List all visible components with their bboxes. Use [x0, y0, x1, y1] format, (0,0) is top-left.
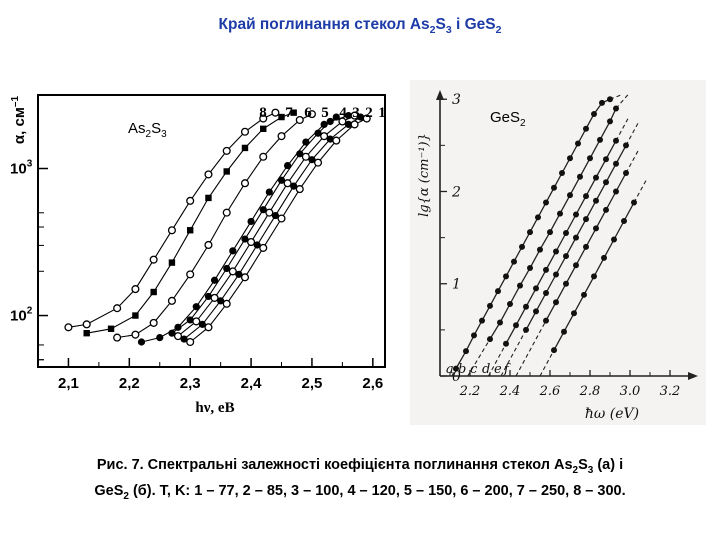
curve-label-d: d — [482, 362, 491, 377]
data-point-7 — [224, 168, 230, 174]
y-axis-label-a: α, $см^{-1}$ — [10, 95, 28, 145]
data-point-a — [511, 259, 517, 265]
data-point-a — [607, 96, 613, 102]
data-point-1 — [351, 121, 358, 128]
data-point-f — [561, 329, 567, 335]
data-point-7 — [278, 114, 284, 120]
data-point-f — [571, 310, 577, 316]
data-point-d — [603, 179, 609, 185]
data-point-c — [513, 322, 519, 328]
x-tick-label-b: 2.8 — [579, 384, 601, 399]
data-point-6 — [296, 117, 303, 124]
data-point-a — [519, 244, 525, 250]
data-point-a — [463, 348, 469, 354]
y-tick-label-b: 0 — [452, 369, 461, 385]
data-point-c — [603, 156, 609, 162]
data-point-a — [503, 273, 509, 279]
data-point-7 — [108, 326, 114, 332]
data-point-f — [611, 236, 617, 242]
data-point-c — [543, 267, 549, 273]
data-point-8 — [114, 305, 121, 312]
data-point-8 — [132, 286, 139, 293]
data-point-d — [573, 235, 579, 241]
data-point-a — [543, 200, 549, 206]
x-tick-label-b: 2.4 — [499, 384, 521, 399]
x-tick-label-a: 2,1 — [58, 375, 79, 392]
y-tick-label-b: 1 — [452, 276, 461, 293]
data-point-6 — [132, 331, 139, 338]
data-point-6 — [169, 297, 176, 304]
chart-panel-ges2 — [410, 80, 706, 425]
data-point-d — [593, 198, 599, 204]
data-point-a — [583, 126, 589, 132]
data-point-5 — [266, 188, 273, 195]
data-point-c — [563, 230, 569, 236]
data-point-a — [495, 288, 501, 294]
data-point-1 — [333, 137, 340, 144]
data-point-3 — [302, 153, 309, 160]
data-point-3 — [266, 209, 273, 216]
data-point-e — [603, 207, 609, 213]
data-point-8 — [169, 227, 176, 234]
data-point-b — [547, 229, 553, 235]
data-point-a — [575, 141, 581, 147]
chart-panel-as2s3 — [10, 95, 386, 416]
data-point-c — [573, 212, 579, 218]
data-point-6 — [223, 209, 230, 216]
data-point-d — [623, 142, 629, 148]
data-point-6 — [205, 242, 212, 249]
curve-label-a: a — [446, 362, 454, 377]
data-point-a — [527, 229, 533, 235]
data-point-5 — [229, 247, 236, 254]
data-point-6 — [187, 271, 194, 278]
data-point-e — [553, 299, 559, 305]
data-point-3 — [284, 180, 291, 187]
data-point-7 — [150, 289, 156, 295]
data-point-d — [613, 161, 619, 167]
data-point-3 — [229, 268, 236, 275]
panel-label-as2s3: $As_2S_3$ — [128, 120, 167, 140]
data-point-3 — [175, 333, 182, 340]
data-point-8 — [223, 147, 230, 154]
data-point-f — [581, 292, 587, 298]
data-point-8 — [65, 324, 72, 331]
data-point-c — [583, 193, 589, 199]
curve-label-3: 3 — [352, 105, 360, 121]
data-point-c — [593, 175, 599, 181]
data-point-a — [487, 303, 493, 309]
data-point-b — [537, 247, 543, 253]
data-point-a — [551, 185, 557, 191]
data-point-8 — [150, 256, 157, 263]
data-point-1 — [315, 159, 322, 166]
data-point-d — [563, 253, 569, 259]
data-point-b — [507, 301, 513, 307]
data-point-e — [593, 225, 599, 231]
data-point-c — [553, 248, 559, 254]
x-tick-label-b: 2.6 — [539, 384, 561, 399]
data-point-6 — [114, 334, 121, 341]
data-point-a — [479, 318, 485, 324]
data-point-6 — [278, 133, 285, 140]
data-point-b — [527, 265, 533, 271]
data-point-b — [487, 336, 493, 342]
data-point-7 — [169, 259, 175, 265]
curve-label-6: 6 — [304, 105, 312, 121]
data-point-5 — [138, 338, 145, 345]
x-tick-label-b: 3.0 — [619, 384, 641, 399]
data-point-7 — [84, 330, 90, 336]
data-point-a — [535, 214, 541, 220]
data-point-1 — [278, 215, 285, 222]
data-point-1 — [296, 186, 303, 193]
data-point-7 — [260, 126, 266, 132]
x-tick-label-b: 2.2 — [459, 384, 481, 399]
data-point-1 — [223, 300, 230, 307]
x-tick-label-a: 2,3 — [179, 375, 201, 392]
y-tick-label-b: 3 — [452, 92, 461, 109]
data-point-8 — [83, 321, 90, 328]
data-point-7 — [205, 195, 211, 201]
data-point-b — [517, 283, 523, 289]
panel-label-ges2: GeS$_2$ — [490, 109, 526, 129]
data-point-c — [613, 138, 619, 144]
data-point-d — [543, 290, 549, 296]
data-point-b — [577, 174, 583, 180]
data-point-6 — [260, 153, 267, 160]
data-point-e — [623, 170, 629, 176]
data-point-b — [597, 137, 603, 143]
data-point-f — [601, 255, 607, 261]
data-point-1 — [260, 245, 267, 252]
data-point-5 — [156, 334, 163, 341]
data-point-e — [563, 281, 569, 287]
curve-label-1: 1 — [378, 105, 386, 121]
data-point-8 — [205, 171, 212, 178]
data-point-1 — [187, 339, 194, 346]
y-tick-label-b: 2 — [452, 184, 461, 201]
curve-label-8: 8 — [259, 105, 267, 121]
data-point-d — [553, 272, 559, 278]
y-axis-label-b: lg{α (cm⁻¹)} — [417, 133, 432, 217]
curve-label-7: 7 — [285, 105, 293, 121]
x-tick-label-a: 2,6 — [362, 375, 384, 392]
data-point-d — [523, 327, 529, 333]
data-point-7 — [132, 312, 138, 318]
x-tick-label-b: 3.2 — [659, 384, 681, 399]
slide-title: Край поглинання стекол $As_2S_3$ і GeS$_2$ — [218, 16, 502, 37]
figure-caption: Рис. 7. Спектральні залежності коефіцієнта поглинання стекол $As_2S_3$ (а) і GeS$_2$ (б). T, K: 1 – 77, 2 – 85, 3 – 100, 4 – 120, 5 – 150, 6 – 200, 7 – 250, 8 – 300. — [94, 457, 626, 502]
data-point-a — [591, 111, 597, 117]
data-point-3 — [211, 294, 218, 301]
data-point-e — [573, 262, 579, 268]
data-point-b — [497, 319, 503, 325]
data-point-6 — [242, 180, 249, 187]
data-point-e — [543, 318, 549, 324]
x-axis-label-b: ħω (eV) — [584, 406, 640, 422]
y-tick-label-a: $10^3$ — [10, 158, 33, 178]
data-point-f — [631, 200, 637, 206]
data-point-b — [567, 192, 573, 198]
data-point-c — [523, 304, 529, 310]
curve-label-e: e — [494, 362, 502, 377]
data-point-1 — [205, 324, 212, 331]
curve-label-c: c — [470, 362, 478, 377]
data-point-b — [613, 105, 619, 111]
data-point-e — [583, 244, 589, 250]
curve-label-f: f — [504, 362, 509, 377]
data-point-d — [583, 216, 589, 222]
data-point-a — [599, 100, 605, 106]
data-point-7 — [242, 145, 248, 151]
data-point-1 — [242, 274, 249, 281]
data-point-f — [621, 218, 627, 224]
x-axis-label-a: hν, eB — [195, 400, 235, 416]
data-point-e — [613, 188, 619, 194]
data-point-b — [557, 211, 563, 217]
data-point-7 — [187, 227, 193, 233]
data-point-3 — [248, 239, 255, 246]
data-point-f — [591, 273, 597, 279]
curve-label-b: b — [458, 362, 467, 377]
data-point-8 — [272, 109, 279, 116]
curve-label-4: 4 — [339, 105, 347, 121]
data-point-6 — [150, 319, 157, 326]
x-tick-label-a: 2,5 — [301, 375, 323, 392]
data-point-5 — [247, 218, 254, 225]
data-point-a — [567, 155, 573, 161]
y-tick-label-a: $10^2$ — [10, 305, 33, 325]
x-tick-label-a: 2,4 — [240, 375, 262, 392]
data-point-8 — [242, 128, 249, 135]
data-point-b — [607, 118, 613, 124]
data-point-c — [533, 285, 539, 291]
data-point-d — [533, 308, 539, 314]
data-point-8 — [187, 197, 194, 204]
data-point-3 — [193, 318, 200, 325]
data-point-a — [559, 170, 565, 176]
x-tick-label-a: 2,2 — [118, 375, 140, 392]
data-point-c — [503, 341, 509, 347]
curve-label-2: 2 — [365, 105, 373, 121]
data-point-3 — [321, 133, 328, 140]
data-point-b — [587, 155, 593, 161]
data-point-f — [551, 347, 557, 353]
curve-label-5: 5 — [321, 105, 329, 121]
data-point-a — [471, 332, 477, 338]
